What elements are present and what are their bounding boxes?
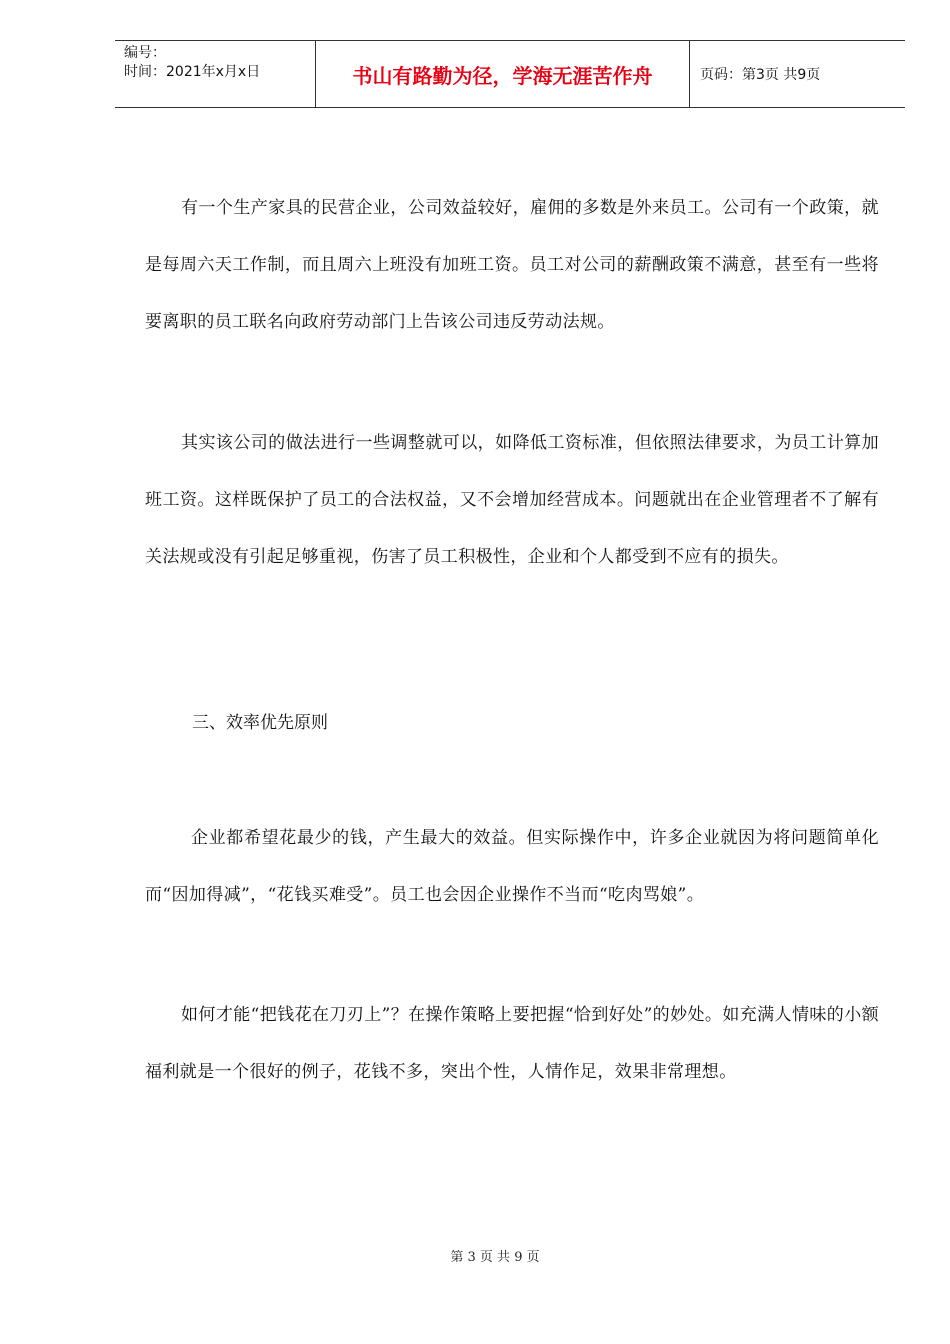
paragraph-2: 其实该公司的做法进行一些调整就可以，如降低工资标准，但依照法律要求，为员工计算加班工资。这样既保护了员工的合法权益，又不会增加经营成本。问题就出在企业管理者不了解有关法规或没有引起足够重视，伤害了员工积极性，企业和个人都受到不应有的损失。 bbox=[145, 433, 879, 567]
document-date-label: 时间：2021年x月x日 bbox=[124, 64, 261, 80]
page-footer: 第 3 页 共 9 页 bbox=[450, 1250, 540, 1265]
header-meta bbox=[115, 41, 316, 107]
paragraph-4: 如何才能“把钱花在刀刃上”？在操作策略上要把握“恰到好处”的妙处。如充满人情味的小额福利就是一个很好的例子，花钱不多，突出个性，人情作足，效果非常理想。 bbox=[145, 1005, 879, 1082]
document-number-label: 编号： bbox=[124, 45, 166, 61]
page-header bbox=[115, 40, 905, 108]
header-page-info: 页码：第3页 共9页 bbox=[700, 67, 821, 83]
section-heading: 三、效率优先原则 bbox=[192, 713, 328, 733]
header-motto-cell bbox=[316, 41, 690, 107]
paragraph-3: 企业都希望花最少的钱，产生最大的效益。但实际操作中，许多企业就因为将问题简单化而“因加得减”，“花钱买难受”。员工也会因企业操作不当而“吃肉骂娘”。 bbox=[145, 828, 879, 905]
paragraph-1: 有一个生产家具的民营企业，公司效益较好，雇佣的多数是外来员工。公司有一个政策，就是每周六天工作制，而且周六上班没有加班工资。员工对公司的薪酬政策不满意，甚至有一些将要离职的员工联名向政府劳动部门上告该公司违反劳动法规。 bbox=[145, 198, 879, 332]
header-motto: 书山有路勤为径，学海无涯苦作舟 bbox=[352, 63, 653, 88]
